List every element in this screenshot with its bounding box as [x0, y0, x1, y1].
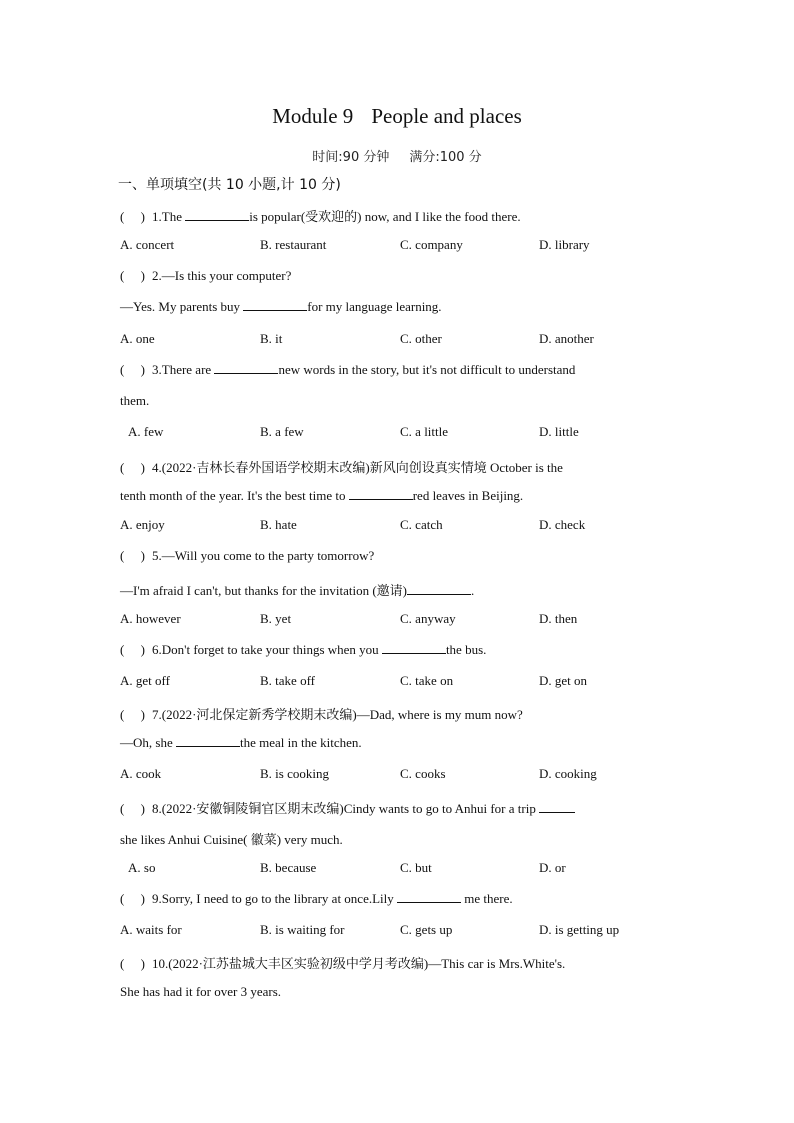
answer-blank[interactable] — [349, 488, 413, 500]
option-d[interactable]: D. then — [539, 611, 578, 626]
option-a[interactable]: A. concert — [120, 237, 175, 252]
option-b[interactable]: B. take off — [260, 673, 315, 688]
option-b[interactable]: B. is cooking — [260, 766, 329, 781]
option-c[interactable]: C. anyway — [400, 611, 456, 626]
question-3: ( ) 3.There are new words in the story, but it's not difficult to understand — [120, 362, 576, 377]
option-b[interactable]: B. hate — [260, 517, 297, 532]
question-3-line-2: them. — [120, 393, 150, 408]
option-c[interactable]: C. other — [400, 331, 442, 346]
option-d[interactable]: D. check — [539, 517, 586, 532]
full-score: 满分:100 分 — [409, 150, 482, 165]
option-d[interactable]: D. little — [539, 424, 579, 439]
question-2-line-2: —Yes. My parents buy for my language learning. — [120, 299, 442, 314]
question-4-line-2: tenth month of the year. It's the best time to red leaves in Beijing. — [120, 488, 524, 503]
section-heading: 一、单项填空(共 10 小题,计 10 分) — [118, 177, 341, 193]
question-6: ( ) 6.Don't forget to take your things when you the bus. — [120, 642, 487, 657]
option-c[interactable]: C. take on — [400, 673, 454, 688]
answer-blank[interactable] — [185, 209, 249, 221]
question-1: ( ) 1.The is popular(受欢迎的) now, and I like the food there. — [120, 209, 521, 224]
question-2: ( ) 2.—Is this your computer? — [120, 268, 292, 283]
option-c[interactable]: C. catch — [400, 517, 443, 532]
option-b[interactable]: B. a few — [260, 424, 304, 439]
option-b[interactable]: B. it — [260, 331, 283, 346]
question-5-line-2: —I'm afraid I can't, but thanks for the invitation (邀请) . — [120, 583, 475, 598]
option-d[interactable]: D. or — [539, 860, 566, 875]
option-c[interactable]: C. company — [400, 237, 463, 252]
question-10: ( ) 10.(2022·江苏盐城大丰区实验初级中学月考改编)—This car is Mrs.White's. — [120, 956, 566, 971]
page-title — [0, 104, 794, 129]
option-a[interactable]: A. enjoy — [120, 517, 165, 532]
answer-blank[interactable] — [397, 891, 461, 903]
option-b[interactable]: B. restaurant — [260, 237, 327, 252]
option-a[interactable]: A. however — [120, 611, 181, 626]
answer-blank[interactable] — [176, 735, 240, 747]
option-c[interactable]: C. but — [400, 860, 432, 875]
time-limit: 时间:90 分钟 — [312, 150, 390, 165]
option-c[interactable]: C. gets up — [400, 922, 453, 937]
answer-blank[interactable] — [214, 362, 278, 374]
option-a[interactable]: A. waits for — [120, 922, 182, 937]
question-10-line-2: She has had it for over 3 years. — [120, 984, 282, 999]
question-9: ( ) 9.Sorry, I need to go to the library at once.Lily me there. — [120, 891, 513, 906]
option-d[interactable]: D. another — [539, 331, 594, 346]
question-4: ( ) 4.(2022·吉林长春外国语学校期末改编)新风向创设真实情境 October is the — [120, 460, 563, 475]
answer-blank[interactable] — [539, 801, 575, 813]
exam-info — [0, 146, 794, 165]
option-d[interactable]: D. library — [539, 237, 590, 252]
answer-blank[interactable] — [243, 299, 307, 311]
question-7-line-2: —Oh, she the meal in the kitchen. — [120, 735, 362, 750]
question-7: ( ) 7.(2022·河北保定新秀学校期末改编)—Dad, where is my mum now? — [120, 707, 523, 722]
option-b[interactable]: B. yet — [260, 611, 292, 626]
option-c[interactable]: C. a little — [400, 424, 449, 439]
option-a[interactable]: A. get off — [120, 673, 170, 688]
option-d[interactable]: D. is getting up — [539, 922, 620, 937]
module-number: Module 9 — [272, 104, 354, 128]
option-a[interactable]: A. so — [128, 860, 156, 875]
module-title: People and places — [371, 104, 522, 128]
option-b[interactable]: B. is waiting for — [260, 922, 345, 937]
question-8: ( ) 8.(2022·安徽铜陵铜官区期末改编)Cindy wants to go to Anhui for a trip — [120, 798, 575, 817]
question-5: ( ) 5.—Will you come to the party tomorrow? — [120, 548, 375, 563]
answer-blank[interactable] — [382, 642, 446, 654]
option-a[interactable]: A. one — [120, 331, 155, 346]
option-a[interactable]: A. few — [128, 424, 164, 439]
option-c[interactable]: C. cooks — [400, 766, 446, 781]
option-d[interactable]: D. get on — [539, 673, 588, 688]
option-a[interactable]: A. cook — [120, 766, 162, 781]
option-b[interactable]: B. because — [260, 860, 317, 875]
question-8-line-2: she likes Anhui Cuisine( 徽菜) very much. — [120, 832, 343, 847]
option-d[interactable]: D. cooking — [539, 766, 597, 781]
answer-blank[interactable] — [407, 583, 471, 595]
